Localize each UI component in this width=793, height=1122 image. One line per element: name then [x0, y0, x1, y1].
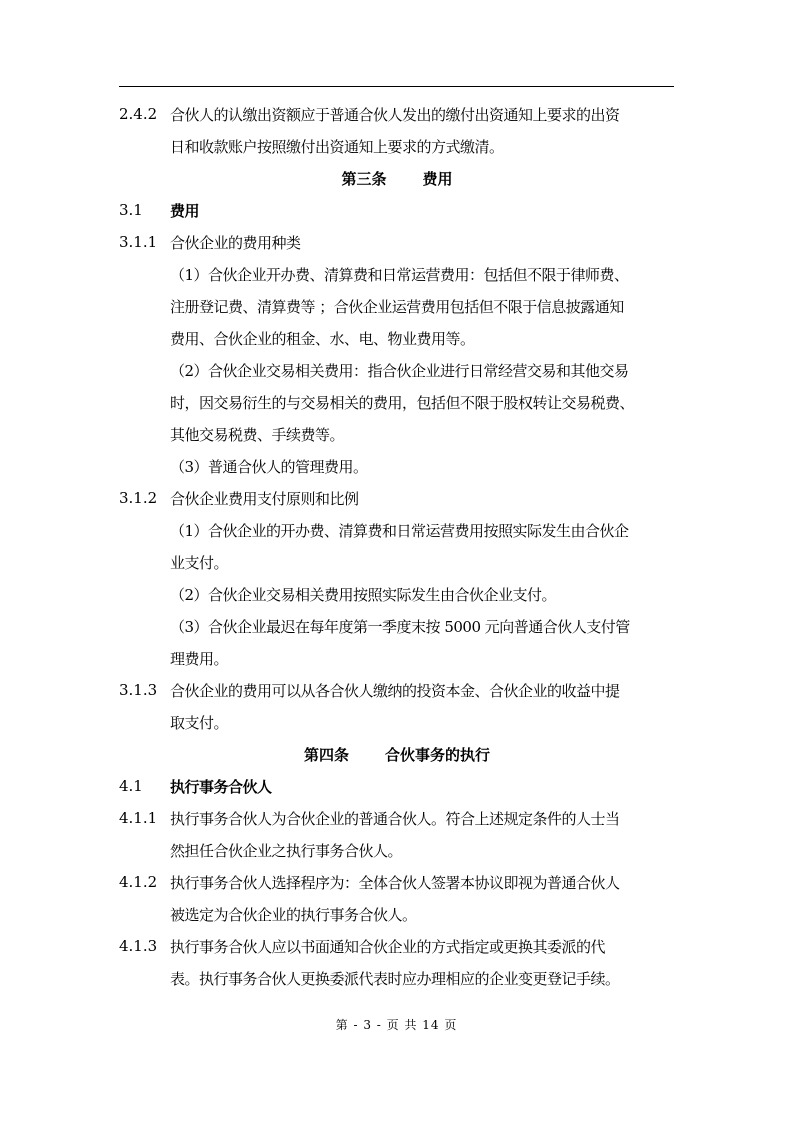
- clause-3-1-1: [119, 226, 675, 258]
- text-line: [119, 546, 675, 578]
- text-line: [119, 578, 675, 610]
- clause-text: 取支付。: [170, 713, 229, 732]
- article-title: 合伙事务的执行: [385, 745, 491, 764]
- clause-text: 业支付。: [170, 553, 229, 572]
- text-line: [119, 322, 675, 354]
- article-3-heading: [119, 162, 675, 194]
- text-line: [119, 898, 675, 930]
- clause-number: 3.1.1: [119, 233, 158, 251]
- text-line: [119, 962, 675, 994]
- clause-number: 2.4.2: [119, 105, 158, 123]
- clause-text: 日和收款账户按照缴付出资通知上要求的方式缴清。: [170, 137, 504, 156]
- clause-text: 执行事务合伙人应以书面通知合伙企业的方式指定或更换其委派的代: [170, 937, 606, 956]
- clause-3-1-3: [119, 674, 675, 706]
- section-title: 执行事务合伙人: [170, 777, 272, 796]
- article-4-heading: [119, 738, 675, 770]
- clause-text: 被选定为合伙企业的执行事务合伙人。: [170, 905, 417, 924]
- clause-3-1-2: [119, 482, 675, 514]
- header-rule: [119, 86, 674, 87]
- clause-number: 4.1.2: [119, 873, 158, 891]
- clause-text: 合伙企业的费用可以从各合伙人缴纳的投资本金、合伙企业的收益中提: [170, 681, 620, 700]
- article-number: 第三条: [341, 169, 387, 188]
- clause-4-1-1: [119, 802, 675, 834]
- text-line: [119, 706, 675, 738]
- text-line: [119, 642, 675, 674]
- clause-text: （1）合伙企业的开办费、清算费和日常运营费用按照实际发生由合伙企: [170, 521, 629, 540]
- clause-text: 执行事务合伙人为合伙企业的普通合伙人。符合上述规定条件的人士当: [170, 809, 620, 828]
- clause-text: （1）合伙企业开办费、清算费和日常运营费用：包括但不限于律师费、: [170, 265, 629, 284]
- clause-4-1-3: [119, 930, 675, 962]
- clause-text: 执行事务合伙人选择程序为：全体合伙人签署本协议即视为普通合伙人: [170, 873, 620, 892]
- article-title: 费用: [422, 169, 453, 188]
- text-line: [119, 290, 675, 322]
- text-line: [119, 610, 675, 642]
- document-body: [119, 98, 675, 994]
- clause-text: （2）合伙企业交易相关费用按照实际发生由合伙企业支付。: [170, 585, 557, 604]
- clause-text: 合伙企业的费用种类: [170, 233, 301, 252]
- text-line: [119, 514, 675, 546]
- text-line: [119, 418, 675, 450]
- text-line: [119, 386, 675, 418]
- text-line: [119, 130, 675, 162]
- clause-number: 4.1: [119, 777, 143, 795]
- clause-number: 4.1.3: [119, 937, 158, 955]
- clause-number: 3.1.3: [119, 681, 158, 699]
- clause-text: 合伙人的认缴出资额应于普通合伙人发出的缴付出资通知上要求的出资: [170, 105, 620, 124]
- clause-text: 时，因交易衍生的与交易相关的费用，包括但不限于股权转让交易税费、: [170, 393, 635, 412]
- clause-text: 其他交易税费、手续费等。: [170, 425, 345, 444]
- clause-text: 表。执行事务合伙人更换委派代表时应办理相应的企业变更登记手续。: [170, 969, 620, 988]
- clause-text: （3）普通合伙人的管理费用。: [170, 457, 368, 476]
- clause-text: 理费用。: [170, 649, 229, 668]
- clause-2-4-2: [119, 98, 675, 130]
- text-line: [119, 258, 675, 290]
- clause-number: 4.1.1: [119, 809, 158, 827]
- clause-text: 费用、合伙企业的租金、水、电、物业费用等。: [170, 329, 475, 348]
- clause-text: （2）合伙企业交易相关费用：指合伙企业进行日常经营交易和其他交易: [170, 361, 629, 380]
- section-title: 费用: [170, 201, 200, 220]
- clause-text: 然担任合伙企业之执行事务合伙人。: [170, 841, 403, 860]
- section-3-1: [119, 194, 675, 226]
- text-line: [119, 834, 675, 866]
- clause-4-1-2: [119, 866, 675, 898]
- page-number-footer: 第 - 3 - 页 共 14 页: [335, 1018, 458, 1032]
- article-number: 第四条: [303, 745, 349, 764]
- text-line: [119, 450, 675, 482]
- clause-number: 3.1.2: [119, 489, 158, 507]
- clause-text: （3）合伙企业最迟在每年度第一季度末按 5000 元向普通合伙人支付管: [170, 617, 630, 636]
- clause-text: 合伙企业费用支付原则和比例: [170, 489, 359, 508]
- clause-text: 注册登记费、清算费等 ；合伙企业运营费用包括但不限于信息披露通知: [170, 297, 624, 316]
- section-4-1: [119, 770, 675, 802]
- text-line: [119, 354, 675, 386]
- clause-number: 3.1: [119, 201, 143, 219]
